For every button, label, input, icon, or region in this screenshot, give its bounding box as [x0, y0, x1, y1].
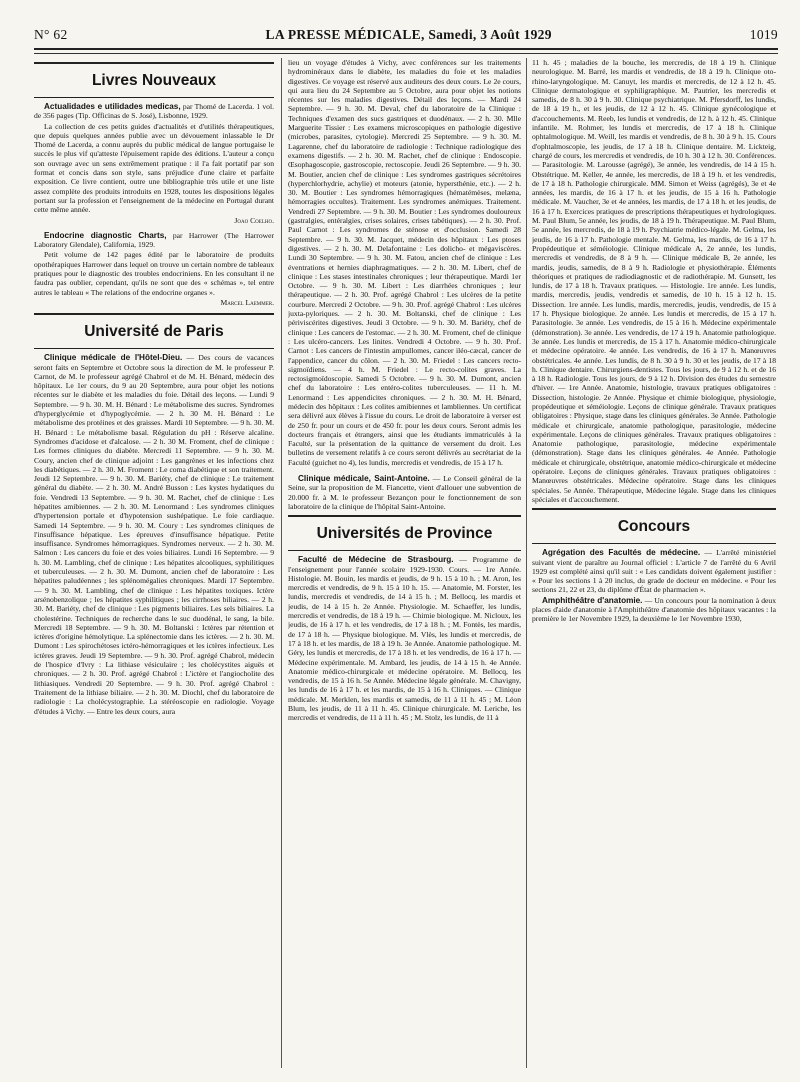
section-title-concours: Concours: [617, 518, 691, 536]
review-text: Petit volume de 142 pages édité par le laboratoire de produits opothérapiques Harrower dans lequel on trouve un certain nombre de tableaux pratiques pour le diagnostic des troubles endocriniens. En les consultant il ne faudra pas oublier, cependant, qu'ils ne sont que des « schémas », tel entre autres le tableau « The relations of the endocrine organes ».: [34, 250, 274, 297]
article-paragraph: [532, 596, 776, 624]
column-right: [532, 58, 776, 1068]
article-text: lieu un voyage d'études à Vichy, avec conférences sur les traitements hydrominéraux dans le diabète, les maladies du foie et les maladies digestives. Ce voyage est réservé aux auditeurs des deux cours. Le 2e cours, qui aura lieu du 24 Septembre au 5 Octobre, aura pour objet les notions récentes sur les maladies digestives. Détail des leçons. — Mardi 24 Septembre. — 9 h. 30. M. Deval, chef du laboratoire de la Clinique : Techniques d'examen des sucs gastriques et duodénaux. — 2 h. 30. Mlle Marguerite Tissier : Les examens microscopiques en pathologie digestive (microbes, parasites, cytologie). Mercredi 25 Septembre. — 9 h. 30. M. Lagarenne, chef du laboratoire de radiologie : Technique radiologique des examens digestifs. — 2 h. 30. M. Rachet, chef de clinique : Endoscopie. Œsophagoscopie, gastroscopie, rectoscopie. Jeudi 26 Septembre. — 9 h. 30. M. Boutier, ancien chef de clinique : Les syndromes gastriques sécrétoires (hyperchlorhydrie, achylie) et moteurs (atonie, hypersthénie, etc.). — 2 h. 30. M. Boutier : Les syndromes hémorragiques (hématémèses, melæna, hémorragies occultes). Traitement. Les syndromes anémiques. Traitement. Vendredi 27 Septembre. — 9 h. 30. M. Boutier : Les syndromes douloureux (gastralgies, entéralgies, crises solaires, crises tabétiques). — 2 h. 30. Prof. Paul Carnot : Les syndromes de sténose et d'occlusion. Samedi 28 Septembre. — 9 h. 30. M. Jacquet, médecin des hôpitaux : Les ptoses digestives. — 2 h. 30. M. Delafontaine : Les dolicho- et mégaviscères. Lundi 30 Septembre. — 9 h. 30. M. Fatou, ancien chef de clinique : Les éventrations et hernies diaphragmatiques. — 2 h. 30. M. Libert, chef de clinique : Les stases intestinales chroniques ; leur thérapeutique. Mardi 1er Octobre. — 9 h. 30. M. Libert : Les diarrhées chroniques ; leur thérapeutique. — 2 h. 30. Prof. agrégé Chabrol : Les ulcères de la petite courbure. Mercredi 2 Octobre. — 9 h. 30. Prof. agrégé Chabrol : Les ulcères juxta-pyloriques. — 2 h. 30. M. Boltanski, chef de clinique : Les périviscérites digestives. Jeudi 3 Octobre. — 9 h. 30. M. Bariéty, chef de clinique : Les cancers de l'estomac. — 2 h. 30. M. Froment, chef de clinique : Les ulcéro-cancers. Les linites. Vendredi 4 Octobre. — 9 h. 30. Prof. Carnot : Les cancers de l'intestin ampullomes, cancer iléo-cæcal, cancer de l'appendice, cancer du côlon. — 2 h. 30. M. Friedel : Les cancers recto-sigmoïdiens. — 4 h. M. Friedel : Le recto-colites graves. La rectosigmoïdoscopie. Samedi 5 Octobre. — 9 h. 30. M. Dumont, ancien chef du laboratoire : Les entéro-colites tuberculeuses. — 11 h. M. Lenormand : Les appendicites chroniques. — 2 h. 30. M. H. Bénard, médecin des hôpitaux : Les colites amibiennes et lambliennes. Un certificat sera délivré aux élèves à l'issue du cours. Le droit de laboratoire à verser est de 250 fr. pour un cours et de 450 fr. pour les deux cours. Seront admis les docteurs français et étrangers, ainsi que les étudiants immatriculés à la Faculté, sur la présentation de la quittance de versement du droit. Les bulletins de versement relatifs à ce cours seront délivrés au secrétariat de la Faculté (guichet no 4), les lundis, mercredis et vendredis, de 15 à 17 h.: [288, 58, 521, 467]
book-review: [34, 102, 274, 121]
column-divider: [526, 58, 527, 1068]
article-heading: Agrégation des Facultés de médecine.: [542, 548, 701, 558]
page-number: 1019: [749, 27, 778, 42]
section-rule: [532, 543, 776, 544]
article-heading: Faculté de Médecine de Strasbourg.: [298, 555, 454, 565]
review-signature: Joao Coelho.: [234, 215, 274, 225]
section-title-province: Universités de Province: [316, 525, 493, 543]
section-rule: [34, 348, 274, 349]
column-divider: [281, 58, 282, 1068]
article-paragraph: [532, 548, 776, 594]
article-text: — Des cours de vacances seront faits en Septembre et Octobre sous la direction de M. le professeur P. Carnot, de M. le professeur agrégé Chabrol et de M. H. Bénard, médecin des hôpitaux. Le 1er cours, du 9 au 20 Septembre, aura pour objet les notions récentes sur le diabète et les maladies du foie. Détail des leçons. — Lundi 9 Septembre. — 9 h. 30. M. H. Bénard : Le métabolisme des sucres. Syndromes d'hyperglycémie et d'hypoglycémie. — 2 h. 30 M. H. Bénard : Le métabolisme des protéines et des graisses. Mardi 10 Septembre. — 9 h. 30. M. H. Bénard : Le métabolisme basal. Régulation du pH : Réserve alcaline. Syndromes d'acidose et d'alcalose. — 2 h. 30 M. Froment, chef de clinique : Les formes cliniques du diabète. Mercredi 11 Septembre. — 9 h. 30. M. Coury, ancien chef de clinique adjoint : Les gangrènes et les infections chez les diabétiques. — 2 h. 30. M. Froment : Le coma diabétique et son traitement. Jeudi 12 Septembre. — 9 h. 30. M. Bariéty, chef de clinique : Le traitement général du diabète. — 2 h. 30. M. André Busson : Les kystes hydatiques du foie. Vendredi 13 Septembre. — 9 h. 30. M. Rachet, chef de clinique : Les hépatites amibiennes. — 2 h. 30. M. Lenormand : Les syndromes cliniques d'hypertension portale et d'hypotension sushépatique. Le foie cardiaque. Samedi 14 Septembre. — 9 h. 30. M. Coury : Les syndromes cliniques de l'insuffisance hépatique. Les épreuves d'insuffisance hépatique. Petite insuffisance. Syndromes hémorragiques. Syndromes nerveux. — 2 h. 30. M. Salmon : Les cancers du foie et des voies biliaires. Lundi 16 Septembre. — 9 h. 30. M. Lambling, chef de clinique : Les hépatites alcooliques, syphilitiques et tuberculeuses. — 2 h. 30. M. Dumont, ancien chef de laboratoire : Les hépatites paludéennes ; les splénomégalies chroniques. Mardi 17 Septembre. — 9 h. 30. M. Lambling, chef de clinique : Les hépatites toxiques. Ictère arsénobenzolique ; les hépatites syphilitiques ; les cirrhoses biliaires. — 2 h. 30. M. Bariéty, chef de clinique : Les pigments biliaires. Les sels biliaires. La cholestérine. Techniques de recherche dans le suc duodénal, le sang, la bile. Mercredi 18 Septembre. — 9 h. 30. M. Boltanski : Ictères par rétention et ictères d'origine hémolytique. La splénectomie dans les ictères. — 2 h. 30. M. Dumont : Les spirochétoses ictéro-hémorragiques et les ictères infectieux. Les ictères graves. Jeudi 19 Septembre. — 9 h. 30. Prof. agrégé Chabrol, médecin de l'hospice d'Ivry : La lithiase vésiculaire ; les cholécystites aiguës et chroniques. — 2 h. 30. Prof. agrégé Chabrol : L'ictère et l'angiocholite des lithiasiques. Vendredi 20 Septembre. — 9 h. 30. Prof. agrégé Chabrol : Traitement de la lithiase biliaire. — 2 h. 30. M. Diochl, chef du laboratoire de radiologie : La cholécystographie. La stéréoscopie en radiologie. Voyage d'études à Vichy. — Entre les deux cours, aura: [34, 353, 274, 716]
review-text: La collection de ces petits guides d'actualités et d'utilités thérapeutiques, que depuis quelques années publie avec un dévouement inlassable le Dr Thomé de Lacerda, a connu auprès du public médical de langue portugaise le succès le plus vif qu'atteste l'épuisement rapide des éditions. L'auteur a conçu son ouvrage avec un sens extrêmement pratique : il l'a fait portatif par son format et concis dans son style, sans préjudice d'une claire et parfaite exposition. Ce livre contient, outre une bibliographie très utile et une liste assez complète des produits introduits en 1928, toutes les dispositions légales portant sur la profession et l'enseignement de la médecine en Portugal durant cette même année.: [34, 121, 274, 215]
book-meta: par Thomé de Lacerda. 1 vol. de 356 pages (Tip. Officinas de S. José), Lisbonne, 1929.: [34, 102, 274, 121]
article-text: — L'arrêté ministériel suivant vient de paraître au Journal officiel : L'article 7 de l'arrêté du 6 Avril 1929 est complété ainsi qu'il suit : « Les candidats doivent également justifier : « Pour les sections 1 à 20 inclus, du grade de docteur en médecine. « Pour les sections 21, 22 et 23, du diplôme d'État de pharmacien ».: [532, 548, 776, 595]
section-title-paris: Université de Paris: [84, 323, 224, 341]
article-heading: Amphithéâtre d'anatomie.: [542, 595, 643, 605]
book-meta: par Harrower (The Harrower Laboratory Glendale), California, 1929.: [34, 230, 274, 250]
article-text: 11 h. 45 ; maladies de la bouche, les mercredis, de 18 à 19 h. Clinique neurologique. M. Barré, les mardis et vendredis, de 18 à 19 h. Clinique oto-rhino-laryngologique. M. Canuyt, les mardis et mercredis, de 12 à 12 h. 45. Clinique dermatologique et syphiligraphique. M. Pautrier, les mercredis et samedis, de 8 h. 30 à 9 h. 30. Clinique psychiatrique. M. Pfersdorff, les lundis, de 18 à 19 h., et les jeudis, de 12 à 12 h. 45. Clinique gynécologique et d'accouchements. M. Reeb, les lundis et vendredis, de 12 h. à 12 h. 45. Clinique infantile. M. Rohmer, les lundis et mercredis, de 17 à 18 h. Clinique ophtalmologique. M. Weill, les mardis et vendredis, de 8 h. 30 à 9 h. 15. Cours d'ophtalmoscopie, les jeudis, de 17 à 18 h. Clinique dentaire. M. Lickteig, chargé de cours, les mercredis et vendredis, de 10 h. 30 à 12 h. 30. Conférences. — Parasitologie. M. Larousse (agrégé), 3e année, les vendredis, de 14 à 15 h. Obstétrique. M. Keller, 4e année, les mercredis, de 18 à 19 h. et les vendredis, de 17 à 18 h. Pathologie chirurgicale. MM. Simon et Weiss (agrégés), 3e et 4e années, les mardis, de 16 à 17 h. et les jeudis, de 15 à 16 h. Pathologie médicale. M. Vaucher, 3e et 4e années, les mardis, de 17 à 18 h. et les jeudis, de 16 à 17 h. Exercices pratiques de prescriptions thérapeutiques et hydrologiques. M. Paul Blum, 5e année, les jeudis, de 18 à 19 h. Thérapeutique. M. Paul Blum, 5e année, les mercredis, de 18 à 19 h. Psychiatrie médico-légale. M. Gelma, les jeudis, de 16 à 17 h. Pathologie mentale. M. Gelma, les mardis, de 16 à 17 h. Propédeutique et séméiologie. Clinique médicale A, 2e année, les lundis, mercredis et vendredis, de 8 à 9 h. — Clinique médicale B, 2e année, les mardis, jeudis, samedis, de 8 à 9 h. Radiologie et physiothérapie. Éléments théoriques et pratiques de radiodiagnostic et de radiothérapie. M. Gunsett, les lundis, de 17 à 18 h. Travaux pratiques. — Histologie. 1re année. Les lundis, mardis, mercredis, jeudis, vendredis et samedis, de 10 h. 15 à 12 h. 15. Dissection. 1re année. Les lundis, mardis, mercredis, jeudis, vendredis, de 15 à 17 h. Physique biologique. 2e année. Les lundis et mercredis, de 15 à 17 h. Parasitologie. 3e année. Les vendredis, de 15 à 16 h. Médecine expérimentale (démonstration). 3e année. Les vendredis, de 17 à 19 h. Anatomie pathologique. 3e année. Les lundis et mercredis, de 15 à 17 h. Anatomie médico-chirurgicale et médecine opératoire. 4e année. Les vendredis, de 16 à 17 h. Manœuvres obstétricales. 4e année. Les lundis, de 8 h. 30 à 9 h. 30 et les jeudis, de 17 à 18 h. Clinique dentaire. Chirurgiens-dentistes. Tous les jours, de 9 à 12 h. et de 16 à 18 h. Radiologie. Tous les jours, de 9 à 12 h. Division des études du semestre d'hiver. — 1re Année. Anatomie, histologie, travaux pratiques obligatoires : Dissection, histologie. 2e Année. Physique et chimie biologique, physiologie, propédeutique et séméiologie. Leçons de clinique générale. Travaux pratiques obligatoires : Physique, stage dans les cliniques générales. 3e Année. Pathologie médicale et chirurgicale, anatomie pathologique, parasitologie, médecine expérimentale. Leçons de cliniques générales. Travaux pratiques obligatoires : Anatomie pathologique, parasitologie, médecine expérimentale (démonstration). Stage dans les cliniques générales. 4e Année. Pathologie médicale et chirurgicale, obstétrique, anatomie médico-chirurgicale et médecine opératoire. Leçons de cliniques générales. Travaux pratiques obligatoires : Manœuvres obstétricales. Médecine opératoire. Stage dans les cliniques spéciales. 5e Année. Thérapeutique, Médecine légale. Stage dans les cliniques spéciales et d'accouchement.: [532, 58, 776, 504]
article-text: — Le Conseil général de la Seine, sur la proposition de M. Fiancette, vient d'allouer une subvention de 20.000 fr. à M. le professeur Bezançon pour le fonctionnement de son laboratoire de la clinique de l'hôpital Saint-Antoine.: [288, 474, 521, 511]
review-signature: Marcel Laemmer.: [220, 297, 274, 307]
page-header: [34, 22, 778, 50]
issue-number: N° 62: [34, 27, 68, 42]
book-review: [34, 231, 274, 250]
section-rule: [34, 97, 274, 98]
article-paragraph: [34, 353, 274, 716]
article-heading: Clinique médicale de l'Hôtel-Dieu.: [44, 353, 183, 363]
article-heading: Clinique médicale, Saint-Antoine.: [298, 474, 430, 484]
header-rule: [34, 53, 778, 54]
section-rule: [288, 550, 521, 551]
column-left: [34, 58, 274, 1068]
column-middle: [288, 58, 521, 1068]
article-text: — Programme de l'enseignement pour l'année scolaire 1929-1930. Cours. — 1re Année. Histologie. M. Bouin, les mardis et jeudis, de 9 h. 15 à 10 h. ; M. Aron, les mercredis et vendredis, de 9 h. 15 à 10 h. 15. — Anatomie, M. Forster, les lundis, mercredis et vendredis, de 14 à 15 h. ; M. Bellocq, les mardis et jeudis, de 14 à 15 h. 2e Année. Physiologie. M. Schaeffer, les lundis, mercredis et vendredis, de 18 à 19 h. — Chimie biologique. M. Nicloux, les jeudis, de 16 à 17 h. et les vendredis, de 17 à 18 h. ; M. Fontès, les mardis, de 17 à 18 h. — Physique biologique. M. Vlès, les lundis et mercredis, de 17 à 18 h. et les mardis, de 18 à 19 h. 3e Année. Anatomie pathologique. M. Géry, les lundis et mercredis, de 17 à 18 h. et les vendredis, de 16 à 17 h. — Médecine expérimentale. M. Ambard, les jeudis, de 14 à 15 h. 4e Année. Anatomie médico-chirurgicale et médecine opératoire. M. Bellocq, les vendredis, de 15 à 16 h. 5e Année. Médecine légale générale. M. Chavigny, les lundis de 16 à 17 h. et les mardis, de 15 à 16 h. Cliniques. — Clinique médicale. M. Merklen, les mardis et samedis, de 11 à 11 h. 45 ; M. Léon Blum, les jeudis, de 11 à 11 h. 45. Clinique chirurgicale. M. Leriche, les mercredis et vendredis, de 11 à 11 h. 45 ; M. Stolz, les lundis, de 11 à: [288, 555, 521, 723]
book-title: Endocrine diagnostic Charts,: [44, 230, 167, 240]
journal-title: LA PRESSE MÉDICALE, Samedi, 3 Août 1929: [265, 27, 552, 42]
book-title: Actualidades e utilidades medicas,: [44, 102, 181, 111]
article-paragraph: [288, 555, 521, 722]
article-paragraph: [288, 474, 521, 511]
article-text: — Un concours pour la nomination à deux places d'aide d'anatomie à l'Amphithéâtre d'anatomie des hôpitaux vacantes : la première le 1er Novembre 1929, la deuxième le 1er Novembre 1930,: [532, 595, 776, 624]
section-title-livres: Livres Nouveaux: [91, 72, 217, 89]
